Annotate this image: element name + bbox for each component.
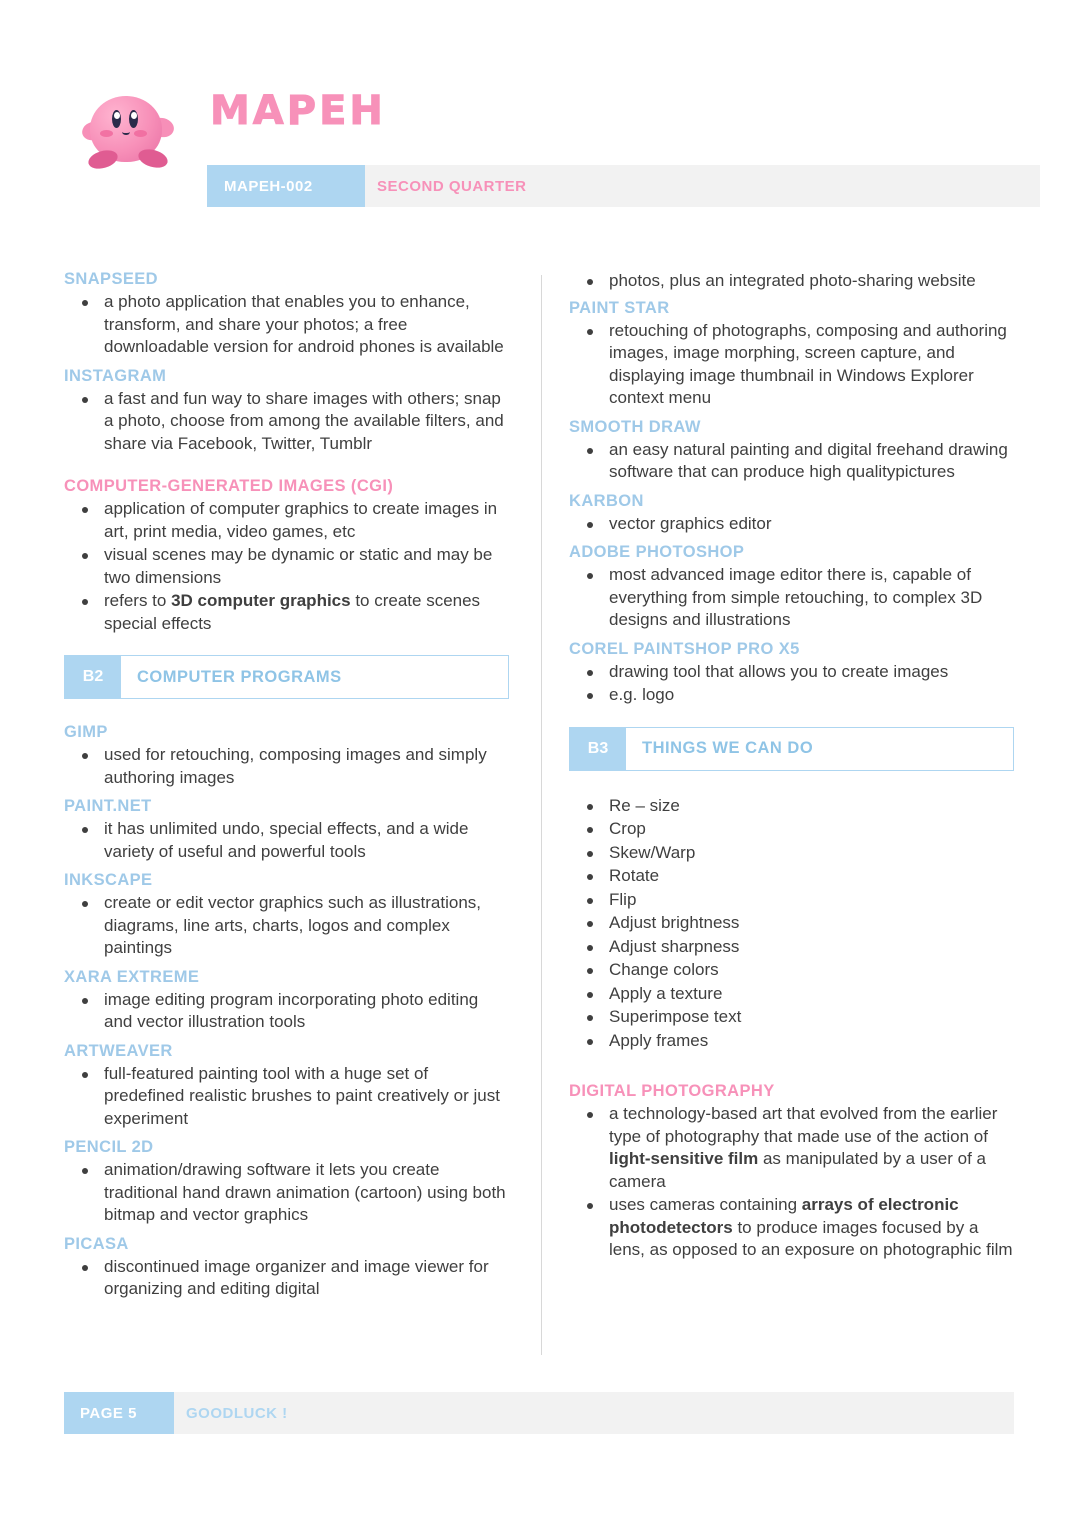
right-programs-group [569,299,1014,707]
term-bullet-list [569,661,1014,707]
term-bullet-list [569,564,1014,632]
thing-item: Crop [609,818,1014,841]
bullet-item: most advanced image editor there is, capable of everything from simple retouching, to complex 3D designs and illustrations [609,564,1014,632]
bullet-item: a fast and fun way to share images with others; snap a photo, choose from among the available filters, and share via Facebook, Twitter, Tumblr [104,388,509,456]
digital-photography-group [569,1082,1014,1262]
brand-title: MAPEH [210,88,386,134]
term-bullet-list [64,1256,509,1301]
thing-item: Rotate [609,865,1014,888]
spacer [64,463,509,477]
term-heading: INKSCAPE [64,871,153,889]
kirby-foot-left [86,147,120,172]
kirby-mascot-icon [82,88,174,168]
term-bullet-list [64,989,509,1034]
page-header [0,0,1080,215]
term-bullet-list [64,498,509,635]
thing-item: Apply a texture [609,983,1014,1006]
term-heading: GIMP [64,723,108,741]
quarter-label: SECOND QUARTER [377,177,527,195]
kirby-eye-right [129,110,138,128]
term-heading: COREL PAINTSHOP PRO X5 [569,639,800,658]
section-b2-tag: B2 [65,656,121,698]
bullet-item: e.g. logo [609,684,1014,707]
left-entries-group [64,270,509,635]
page-number: PAGE 5 [64,1392,174,1434]
section-b2-title: COMPUTER PROGRAMS [137,667,342,686]
continuation-text: photos, plus an integrated photo-sharing website [609,270,1014,293]
bullet-item: retouching of photographs, composing and authoring images, image morphing, screen capture, and displaying image thumbnail in Windows Explorer context menu [609,320,1014,410]
left-column [64,270,509,1309]
term-heading: SMOOTH DRAW [569,417,701,436]
kirby-mouth [122,129,130,135]
bullet-item: animation/drawing software it lets you create traditional hand drawn animation (cartoon) using both bitmap and vector graphics [104,1159,509,1227]
bullet-item: image editing program incorporating photo editing and vector illustration tools [104,989,509,1034]
spacer [569,1060,1014,1082]
bullet-item: an easy natural painting and digital freehand drawing software that can produce high qualitypictures [609,439,1014,484]
term-bullet-list [64,818,509,863]
bullet-item: drawing tool that allows you to create images [609,661,1014,684]
thing-item: Adjust brightness [609,912,1014,935]
page-footer [64,1392,1014,1434]
thing-item: Change colors [609,959,1014,982]
term-bullet-list [64,388,509,456]
term-heading: COMPUTER-GENERATED IMAGES (CGI) [64,477,394,495]
bullet-item: full-featured painting tool with a huge set of predefined realistic brushes to paint creatively or just experiment [104,1063,509,1131]
term-bullet-list [64,892,509,960]
term-bullet-list [64,1159,509,1227]
term-bullet-list [64,1063,509,1131]
thing-item: Skew/Warp [609,842,1014,865]
course-code-bar [207,165,1040,207]
kirby-blush-left [100,130,113,137]
thing-item: Apply frames [609,1030,1014,1053]
bullet-item: refers to 3D computer graphics to create scenes special effects [104,590,509,635]
course-code: MAPEH-002 [207,165,365,207]
section-b3 [569,727,1014,771]
bullet-item: application of computer graphics to create images in art, print media, video games, etc [104,498,509,543]
bullet-item: create or edit vector graphics such as illustrations, diagrams, line arts, charts, logos and complex paintings [104,892,509,960]
bullet-item: it has unlimited undo, special effects, and a wide variety of useful and powerful tools [104,818,509,863]
kirby-blush-right [134,130,147,137]
term-bullet-list [569,1103,1014,1262]
left-programs-group [64,723,509,1301]
bullet-item: uses cameras containing arrays of electronic photodetectors to produce images focused by a lens, as opposed to an exposure on photographic film [609,1194,1014,1262]
thing-item: Flip [609,889,1014,912]
bullet-item: discontinued image organizer and image viewer for organizing and editing digital [104,1256,509,1301]
term-bullet-list [569,513,1014,536]
term-heading: XARA EXTREME [64,967,200,986]
continuation-list [569,270,1014,293]
bullet-item: a photo application that enables you to enhance, transform, and share your photos; a free downloadable version for android phones is available [104,291,509,359]
bullet-item: used for retouching, composing images and simply authoring images [104,744,509,789]
bullet-item: vector graphics editor [609,513,1014,536]
term-bullet-list [64,744,509,789]
things-we-can-do-list [569,795,1014,1053]
term-heading: ARTWEAVER [64,1041,173,1060]
kirby-eye-left [112,110,121,128]
section-b2 [64,655,509,699]
term-heading: SNAPSEED [64,270,158,288]
term-bullet-list [569,320,1014,410]
term-heading: PENCIL 2D [64,1138,154,1156]
term-heading: PAINT.NET [64,797,152,815]
page-content [64,270,1014,1355]
thing-item: Re – size [609,795,1014,818]
bullet-item: a technology-based art that evolved from the earlier type of photography that made use of the action of light-sensitive film as manipulated by a user of a camera [609,1103,1014,1193]
term-bullet-list [64,291,509,359]
term-heading: INSTAGRAM [64,366,167,385]
kirby-foot-right [136,146,170,171]
footer-note: GOODLUCK ! [186,1404,288,1422]
term-heading: ADOBE PHOTOSHOP [569,543,745,561]
section-b3-title: THINGS WE CAN DO [642,739,814,757]
term-heading: PICASA [64,1234,129,1253]
right-column [569,270,1014,1270]
thing-item: Superimpose text [609,1006,1014,1029]
term-bullet-list [569,439,1014,484]
term-heading: KARBON [569,491,644,510]
section-b3-tag: B3 [570,728,626,770]
thing-item: Adjust sharpness [609,936,1014,959]
bullet-item: visual scenes may be dynamic or static and may be two dimensions [104,544,509,589]
column-divider [541,275,542,1355]
term-heading: DIGITAL PHOTOGRAPHY [569,1082,775,1100]
term-heading: PAINT STAR [569,298,670,317]
